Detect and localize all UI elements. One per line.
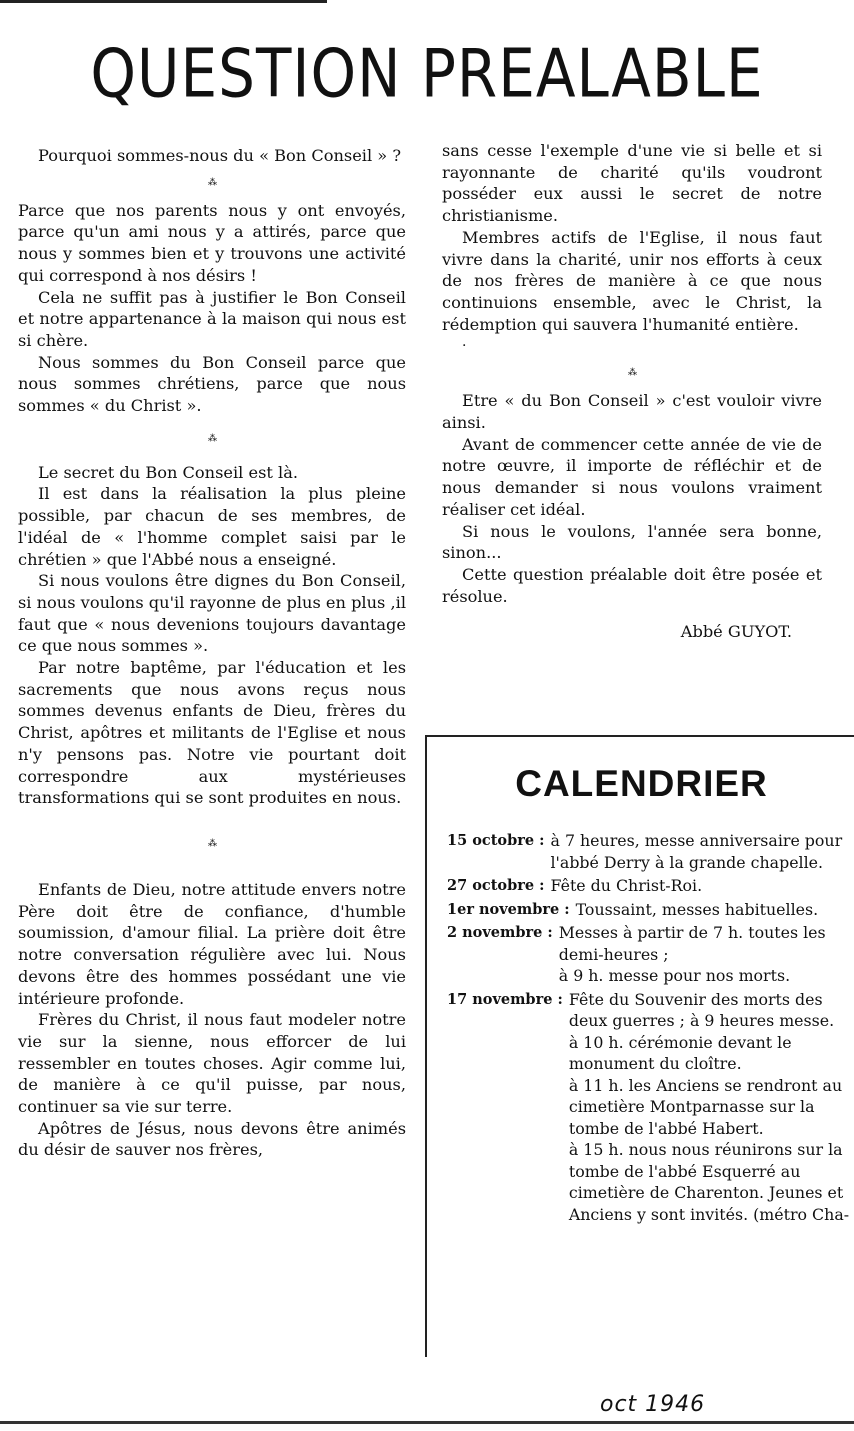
paragraph: Frères du Christ, il nous faut modeler notre vie sur la sienne, nous efforcer de lui ressembler en toutes choses. Agir comme lui, de manière à ce qu'il puisse, par nous, continuer sa vie sur terre. — [18, 1010, 406, 1117]
left-column — [18, 145, 406, 1161]
paragraph: Cette question préalable doit être posée et résolue. — [442, 564, 822, 606]
entry-text: à 15 h. nous nous réunirons sur la tombe de l'abbé Esquerré au cimetière de Charenton. Jeunes et Anciens y sont invités. (métro Cha- — [568, 1140, 850, 1224]
separator-stars: ⁂ — [208, 433, 216, 444]
entry-text: Fête du Souvenir des morts des deux guerres ; à 9 heures messe. — [568, 989, 835, 1030]
paragraph: sans cesse l'exemple d'une vie si belle et si rayonnante de charité qu'ils voudront posséder eux aussi le secret de notre christianisme. — [442, 141, 822, 226]
paragraph: Nous sommes du Bon Conseil parce que nous sommes chrétiens, parce que nous sommes « du Christ ». — [18, 352, 406, 416]
entry-text: à 9 h. messe pour nos morts. — [558, 966, 791, 985]
paragraph: Parce que nos parents nous y ont envoyés, parce qu'un ami nous y a attirés, parce que nous y sommes bien et y trouvons une activité qui correspond à nos désirs ! — [18, 200, 406, 285]
paragraph: Cela ne suffit pas à justifier le Bon Conseil et notre appartenance à la maison qui nous est si chère. — [18, 287, 406, 350]
entry-text: Toussaint, messes habituelles. — [575, 899, 819, 919]
calendar-entry — [447, 830, 852, 873]
paragraph: Pourquoi sommes-nous du « Bon Conseil » ? — [38, 146, 402, 165]
entry-date: 1er novembre : — [447, 900, 570, 918]
paragraph: Apôtres de Jésus, nous devons être animés du désir de sauver nos frères, — [18, 1118, 406, 1160]
handwritten-date-note: oct 1946 — [600, 1392, 706, 1417]
entry-date: 17 novembre : — [447, 990, 563, 1008]
entry-text: à 11 h. les Anciens se rendront au cimetière Montparnasse sur la tombe de l'abbé Habert. — [568, 1075, 843, 1138]
article-title: QUESTION PREALABLE — [90, 34, 764, 113]
calendar-title: CALENDRIER — [515, 763, 768, 804]
paragraph: Si nous le voulons, l'année sera bonne, sinon... — [442, 521, 822, 563]
calendar-entry — [447, 899, 852, 921]
entry-date: 27 octobre : — [447, 877, 545, 894]
paragraph: Il est dans la réalisation la plus pleine possible, par chacun de ses membres, de l'idéal de « l'homme complet saisi par le chrétien » que l'Abbé nous a enseigné. — [18, 484, 406, 569]
entry-text: Messes à partir de 7 h. toutes les demi-heures ; — [558, 923, 826, 964]
calendar-box — [425, 735, 854, 1357]
calendar-entry — [447, 875, 852, 897]
entry-text: à 10 h. cérémonie devant le monument du cloître. — [568, 1032, 792, 1073]
entry-date: 15 octobre : — [447, 832, 545, 849]
calendar-entry — [447, 922, 852, 987]
right-column — [442, 140, 822, 643]
paragraph: Membres actifs de l'Eglise, il nous faut vivre dans la charité, unir nos efforts à ceux de nos frères de manière à ce que nous continuions ensemble, avec le Christ, la rédemption qui sauvera l'humanité entière. — [442, 227, 822, 334]
paragraph: Enfants de Dieu, notre attitude envers notre Père doit être de confiance, d'humble soumission, d'amour filial. La prière doit être notre conversation régulière avec lui. Nous devons être des hommes possédant une vie intérieure profonde. — [18, 879, 406, 1008]
stray-dot: · — [462, 338, 467, 355]
separator-stars: ⁂ — [208, 177, 216, 188]
paragraph: Par notre baptême, par l'éducation et les sacrements que nous avons reçus nous sommes devenus enfants de Dieu, frères du Christ, apôtres et militants de l'Eglise et nous n'y pensons pas. Notre vie pourtant doit correspondre aux mystérieuses transformations qui se sont produites en nous. — [18, 658, 406, 808]
paragraph: Si nous voulons être dignes du Bon Conseil, si nous voulons qu'il rayonne de plus en plus ,il faut que « nous devenions toujours davantage ce que nous sommes ». — [18, 571, 406, 656]
bottom-rule — [0, 1421, 854, 1424]
signature: Abbé GUYOT. — [680, 622, 792, 642]
entry-text: à 7 heures, messe anniversaire pour l'abbé Derry à la grande chapelle. — [550, 831, 843, 872]
paragraph: Etre « du Bon Conseil » c'est vouloir vivre ainsi. — [442, 391, 822, 433]
calendar-entry — [447, 989, 852, 1226]
top-rule — [0, 0, 327, 3]
paragraph: Le secret du Bon Conseil est là. — [38, 462, 298, 482]
entry-text: Fête du Christ-Roi. — [550, 876, 703, 895]
separator-stars: ⁂ — [208, 838, 216, 849]
entry-date: 2 novembre : — [447, 924, 553, 941]
separator-stars: ⁂ — [628, 368, 636, 379]
paragraph: Avant de commencer cette année de vie de notre œuvre, il importe de réfléchir et de nous demander si nous voulons vraiment réaliser cet idéal. — [442, 434, 822, 519]
calendar-list — [447, 830, 852, 1227]
